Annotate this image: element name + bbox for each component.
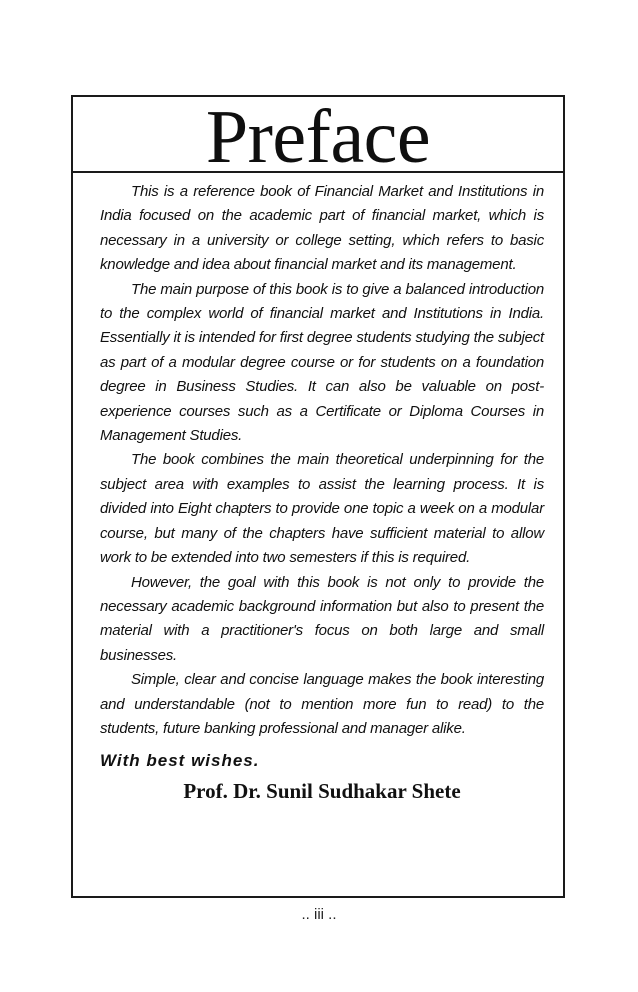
author-name: Prof. Dr. Sunil Sudhakar Shete [183,779,461,804]
title-section [73,95,563,179]
paragraph-1: This is a reference book of Financial Market and Institutions in India focused on the academic part of financial market, which is necessary in a university or college setting, which refers to basic knowledge and idea about financial market and its management. [100,183,544,274]
page-title: Preface [205,95,431,179]
preface-frame [71,95,565,898]
paragraph-4: However, the goal with this book is not only to provide the necessary academic background information but also to present the material with a practitioner's focus on both large and small businesses. [100,573,544,664]
paragraph-5: Simple, clear and concise language makes the book interesting and understandable (not to mention more fun to read) to the students, future banking professional and manager alike. [100,671,544,737]
paragraph-2: The main purpose of this book is to give a balanced introduction to the complex world of financial market and Institutions in India. Essentially it is intended for first degree students studying the subject as part of a modular degree course or for students on a foundation degree in Business Studies. It can also be valuable on post-experience courses such as a Certificate or Diploma Courses in Management Studies. [100,280,544,445]
preface-body [73,173,563,804]
paragraph-3: The book combines the main theoretical underpinning for the subject area with examples to assist the learning process. It is divided into Eight chapters to provide one topic a week on a modular course, but many of the chapters have sufficient material to allow work to be extended into two semesters if this is required. [100,451,544,567]
page-number: .. iii .. [301,906,337,923]
sign-off: With best wishes. [100,751,260,771]
